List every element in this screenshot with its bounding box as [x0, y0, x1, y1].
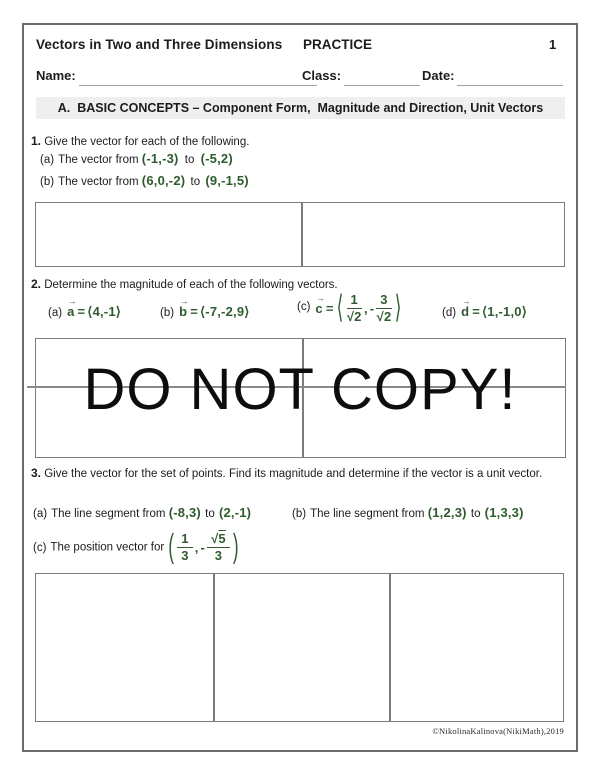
point-1: (-1,-3) [141, 151, 179, 166]
problem3-part-b [292, 505, 524, 520]
fraction [376, 293, 391, 323]
equals-sign: = [190, 304, 199, 319]
equals-sign: = [325, 300, 334, 316]
right-angle-bracket: ⟩ [394, 289, 402, 325]
vector-letter: b [179, 304, 188, 319]
problem2-part-c [297, 289, 403, 325]
part-label: (a) [48, 307, 63, 319]
part-label: (a) [40, 154, 55, 166]
comma: , [194, 539, 199, 555]
part-label: (c) [297, 301, 311, 314]
point-2: (9,-1,5) [205, 173, 249, 188]
part-label: (b) [292, 508, 307, 520]
vector-symbol [315, 292, 325, 316]
name-label: Name: [36, 68, 76, 83]
problem3-part-c [33, 527, 240, 565]
sqrt-sign: √ [376, 308, 384, 324]
problem3-part-a [33, 505, 251, 520]
part-text: The vector from [58, 154, 139, 166]
class-blank-line [344, 85, 420, 86]
vector-letter: c [315, 300, 323, 316]
point-2: (2,-1) [218, 505, 252, 520]
class-label: Class: [302, 68, 342, 83]
right-paren: ) [232, 527, 239, 565]
conjunction: to [205, 508, 215, 520]
vector-value: ⟨1,-1,0⟩ [482, 304, 528, 319]
part-text: The position vector for [50, 541, 165, 554]
conjunction: to [190, 176, 201, 188]
part-label: (b) [160, 307, 175, 319]
part-text: The line segment from [310, 508, 425, 520]
page-title: Vectors in Two and Three Dimensions [36, 37, 283, 52]
part-text: The vector from [58, 176, 139, 188]
part-label: (a) [33, 508, 48, 520]
sqrt-sign: √ [211, 531, 219, 546]
fraction-numerator [207, 532, 230, 548]
equals-sign: = [472, 304, 481, 319]
name-blank-line [79, 85, 317, 86]
fraction-numerator: 3 [376, 293, 391, 309]
minus-sign: - [200, 539, 206, 555]
fraction-denominator: 3 [214, 547, 223, 563]
point-1: (6,0,-2) [141, 173, 186, 188]
copyright-text: ©NikolinaKalinova(NikiMath),2019 [432, 726, 564, 736]
problem1-prompt [31, 134, 249, 148]
vector-symbol [461, 296, 471, 319]
section-header [36, 97, 565, 119]
vector-symbol [67, 296, 77, 319]
answer-box-divider [213, 574, 215, 721]
left-paren: ( [168, 527, 175, 565]
fraction-numerator: 1 [177, 532, 192, 548]
vector-arrow: → [462, 296, 471, 306]
radicand: 2 [354, 308, 362, 324]
problem2-part-a [48, 296, 122, 321]
answer-box-divider [301, 203, 303, 266]
problem1-part-b [40, 173, 249, 188]
vector-letter: d [461, 304, 470, 319]
part-label: (b) [40, 176, 55, 188]
vector-arrow: → [316, 292, 325, 303]
vector-value: ⟨-7,-2,9⟩ [200, 304, 250, 319]
conjunction: to [184, 154, 195, 166]
fraction-denominator [377, 309, 392, 324]
point-2: (1,3,3) [484, 505, 524, 520]
vector-symbol [179, 296, 189, 319]
sqrt-sign: √ [346, 308, 355, 324]
point-1: (1,2,3) [427, 505, 467, 520]
vector-arrow: → [180, 296, 189, 306]
vector-value: ⟨4,-1⟩ [87, 304, 122, 319]
section-header-text: A. BASIC CONCEPTS – Component Form, Magnitude and Direction, Unit Vectors [57, 101, 544, 115]
fraction-numerator: 1 [347, 293, 362, 309]
problem3-number: 3. [31, 466, 42, 480]
problem2-prompt [31, 277, 338, 291]
part-text: The line segment from [51, 508, 166, 520]
date-label: Date: [422, 68, 455, 83]
minus-sign: - [369, 300, 375, 316]
comma: , [363, 300, 368, 316]
page-number: 1 [549, 37, 557, 52]
problem1-part-a [40, 151, 233, 166]
point-2: (-5,2) [200, 151, 233, 166]
problem1-number: 1. [31, 134, 42, 148]
answer-box-row-3 [35, 573, 564, 722]
problem1-prompt-text: Give the vector for each of the following. [44, 136, 250, 148]
point-1: (-8,3) [168, 505, 201, 520]
problem3-prompt [31, 466, 568, 482]
answer-box-divider [389, 574, 391, 721]
fraction [347, 293, 362, 323]
part-label: (c) [33, 541, 47, 554]
answer-box-row-1 [35, 202, 565, 267]
problem2-part-b [160, 296, 250, 321]
conjunction: to [470, 508, 481, 520]
vector-arrow: → [68, 296, 77, 306]
radicand: 2 [383, 308, 392, 324]
date-blank-line [457, 85, 563, 86]
radicand: 5 [218, 531, 226, 546]
fraction [177, 532, 192, 562]
do-not-copy-watermark: DO NOT COPY! [83, 357, 517, 422]
vector-letter: a [67, 304, 75, 319]
problem2-prompt-text: Determine the magnitude of each of the following vectors. [44, 279, 338, 291]
fraction-denominator [347, 309, 362, 324]
practice-label: PRACTICE [303, 37, 373, 52]
fraction-denominator: 3 [181, 547, 189, 563]
part-label: (d) [442, 307, 457, 319]
left-angle-bracket: ⟨ [336, 289, 344, 325]
problem2-part-d [442, 296, 528, 321]
fraction [207, 532, 230, 562]
problem2-number: 2. [31, 277, 42, 291]
problem3-prompt-text: Give the vector for the set of points. Find its magnitude and determine if the vector is a unit vector. [44, 468, 543, 480]
equals-sign: = [77, 304, 86, 319]
